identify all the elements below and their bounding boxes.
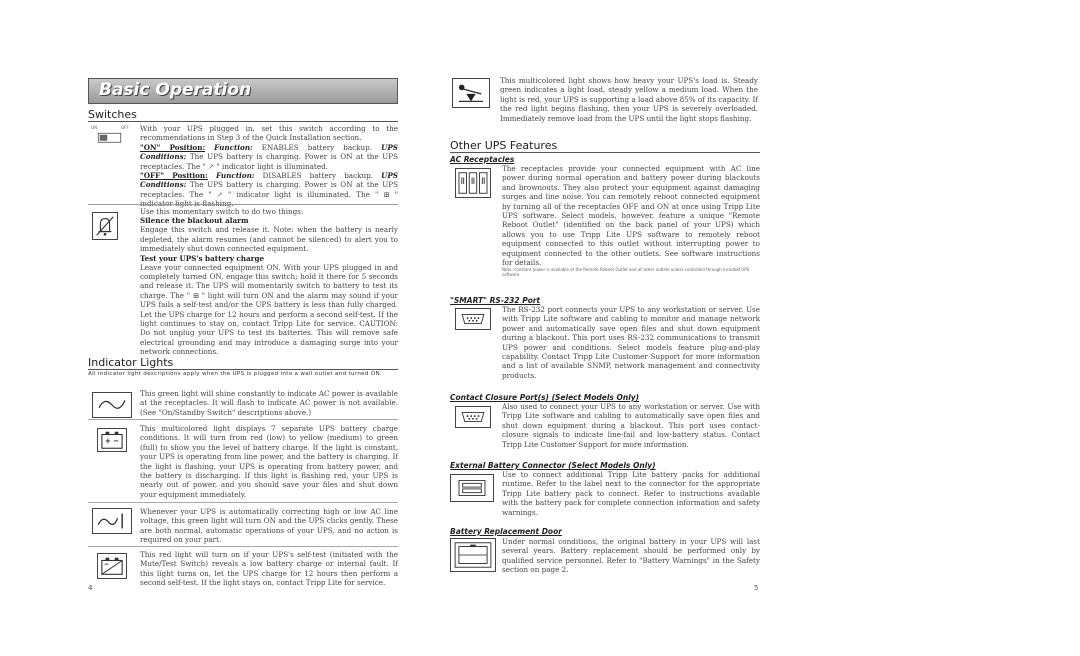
switch-description: With your UPS plugged in, set this switch according to the recommendations in Step 3 of the Quick Installation section. "ON" Position: Function: ENABLES battery backup. UPS Conditions: The UPS battery is charging. Power is ON at the UPS receptacles. The " ↗ " indicator light is illuminated. "OFF" Position: Function: DISABLES battery backup. UPS Conditions: The UPS battery is charging. Power is ON at the UPS receptacles. The " ↗ " indicator light is illuminated. The " ⊞ " [140, 124, 398, 199]
banner-title: Basic Operation [99, 80, 252, 100]
divider [88, 369, 398, 370]
voltage-regulation-icon [92, 508, 132, 534]
load-meter-icon [452, 78, 490, 108]
battery-door-icon [450, 538, 496, 572]
battery-replacement-text: Under normal conditions, the original battery in your UPS will last several years. Battery replacement should be performed only by qualified service personnel. Refer to "Battery Warnings" in the Safety section on page 2. [502, 537, 760, 575]
battery-charge-icon [97, 428, 127, 452]
divider [88, 419, 398, 420]
divider [88, 502, 398, 503]
indicator-1-text: This green light will shine constantly to indicate AC power is available at the receptacles. It will flash to indicate AC power is not available. (See "On/Standby Switch" descriptions above.) [140, 389, 398, 417]
battery-fault-icon [97, 553, 127, 579]
indicator-3-text: Whenever your UPS is automatically correcting high or low AC line voltage, this green light will turn ON and the UPS clicks gently. These are both normal, automatic operations of your UPS, and no action is required on your part. [140, 507, 398, 545]
alarm-switch-description: Use this momentary switch to do two things: Silence the blackout alarm Engage this switch and release it. Note: when the battery is nearly depleted, the alarm resumes (and cannot be silenced) to alert you to immediately shut down connected equipment. Test your UPS's battery charge Leave your connected equipment ON. With your UPS plugged in and completely turned ON, engage this switch; hold it there for 5 seconds and release it. The UPS will momentarily switch to battery to test its charge. The " ⊞ " light will turn ON and the alarm may sound if your UPS fails a self-test and/or the UPS battery is less than fully charged. Let the UPS charge for 12 hours and perform a second self-test. If the light continues to stay on, contact Tripp Lite for service. CAUTION: Do not unplug your UPS to test its batteries. This will remove safe electrical grounding and may introduce a damaging surge into your network connections. [140, 207, 398, 357]
rs232-text: The RS-232 port connects your UPS to any workstation or server. Use with Tripp Lite software and cabling to monitor and manage network power and automatically save open files and shut down equipment during a blackout. This port uses RS-232 communications to transmit UPS power and conditions. Select models feature plug-and-play capability. Contact Tripp Lite Customer Support for more information and a list of available SNMP, network management and connectivity products. [502, 305, 760, 380]
page-number-right: 5 [754, 584, 759, 592]
battery-replacement-heading: Battery Replacement Door [450, 527, 562, 536]
divider [450, 152, 760, 153]
divider [88, 546, 398, 547]
rocker-switch-icon: ON OFF [89, 125, 133, 149]
indicator-4-text: This red light will turn on if your UPS's self-test (initiated with the Mute/Test Switch) reveals a low battery charge or internal fault. If this light turns on, let the UPS charge for 12 hours then perform a second self-test. If the light stays on, contact Tripp Lite for service. [140, 550, 398, 588]
external-battery-heading: External Battery Connector (Select Models Only) [450, 461, 656, 470]
other-features-heading: Other UPS Features [450, 139, 558, 152]
contact-closure-text: Also used to connect your UPS to any workstation or server. Use with Tripp Lite software and cabling to automatically save open files and shut down equipment during a blackout. This port uses contact-closure signals to indicate line-fail and low-battery status. Contact Tripp Lite Customer Support for more information. [502, 402, 760, 449]
serial-port-icon [455, 308, 491, 330]
contact-closure-heading: Contact Closure Port(s) (Select Models Only) [450, 393, 640, 402]
ac-outlets-icon [455, 168, 491, 198]
ac-receptacles-text: The receptacles provide your connected equipment with AC line power during normal operation and battery power during blackouts and brownouts. They also protect your equipment against damaging surges and line noise. You can remotely reboot connected equipment by turning all of the receptacles OFF and ON at once using Tripp Lite UPS software. Select models, however, feature a unique "Remote Reboot Outlet" (identified on the back panel of your UPS) which allows you to use Tripp Lite UPS software to remotely reboot equipment connected to this outlet without interrupting power to equipment connected to the other outlets. See software instructions for details. Note: constant power is available at the Remote Reboot Outlet and all other outlets unless controlled through included UPS software. [502, 164, 760, 278]
divider [88, 121, 398, 122]
indicator-subheading: All indicator light descriptions apply when the UPS is plugged into a wall outlet and turned ON. [88, 371, 383, 377]
sine-wave-power-icon [92, 392, 132, 418]
indicator-2-text: This multicolored light displays 7 separate UPS battery charge conditions. It will turn from red (low) to yellow (medium) to green (full) to show you the level of battery charge. If the light is constant, your UPS is operating from line power, and the battery is charging. If the light is flashing, your UPS is operating from battery power, and the battery is discharging. If this light is flashing red, your UPS is nearly out of power, and you should save your files and shut down your equipment immediately. [140, 424, 398, 499]
load-indicator-text: This multicolored light shows how heavy your UPS's load is. Steady green indicates a light load, steady yellow a medium load. When the light is red, your UPS is supporting a load above 85% of its capacity. If the red light begins flashing, then your UPS is severely overloaded. Immediately remove load from the UPS until the light stops flashing. [500, 76, 758, 123]
rs232-heading: "SMART" RS-232 Port [450, 296, 541, 305]
battery-connector-icon [450, 474, 494, 502]
divider [88, 204, 398, 205]
page-number-left: 4 [88, 584, 93, 592]
switches-heading: Switches [88, 108, 137, 121]
section-banner [88, 78, 398, 104]
external-battery-text: Use to connect additional Tripp Lite battery packs for additional runtime. Refer to the label next to the connector for the appropriate Tripp Lite battery pack to connect. Refer to instructions available with the battery pack for complete connection information and safety warnings. [502, 470, 760, 517]
indicator-lights-heading: Indicator Lights [88, 356, 174, 369]
ac-receptacles-heading: AC Receptacles [450, 155, 515, 164]
contact-closure-port-icon [455, 406, 491, 428]
muted-alarm-bell-icon [92, 212, 118, 240]
